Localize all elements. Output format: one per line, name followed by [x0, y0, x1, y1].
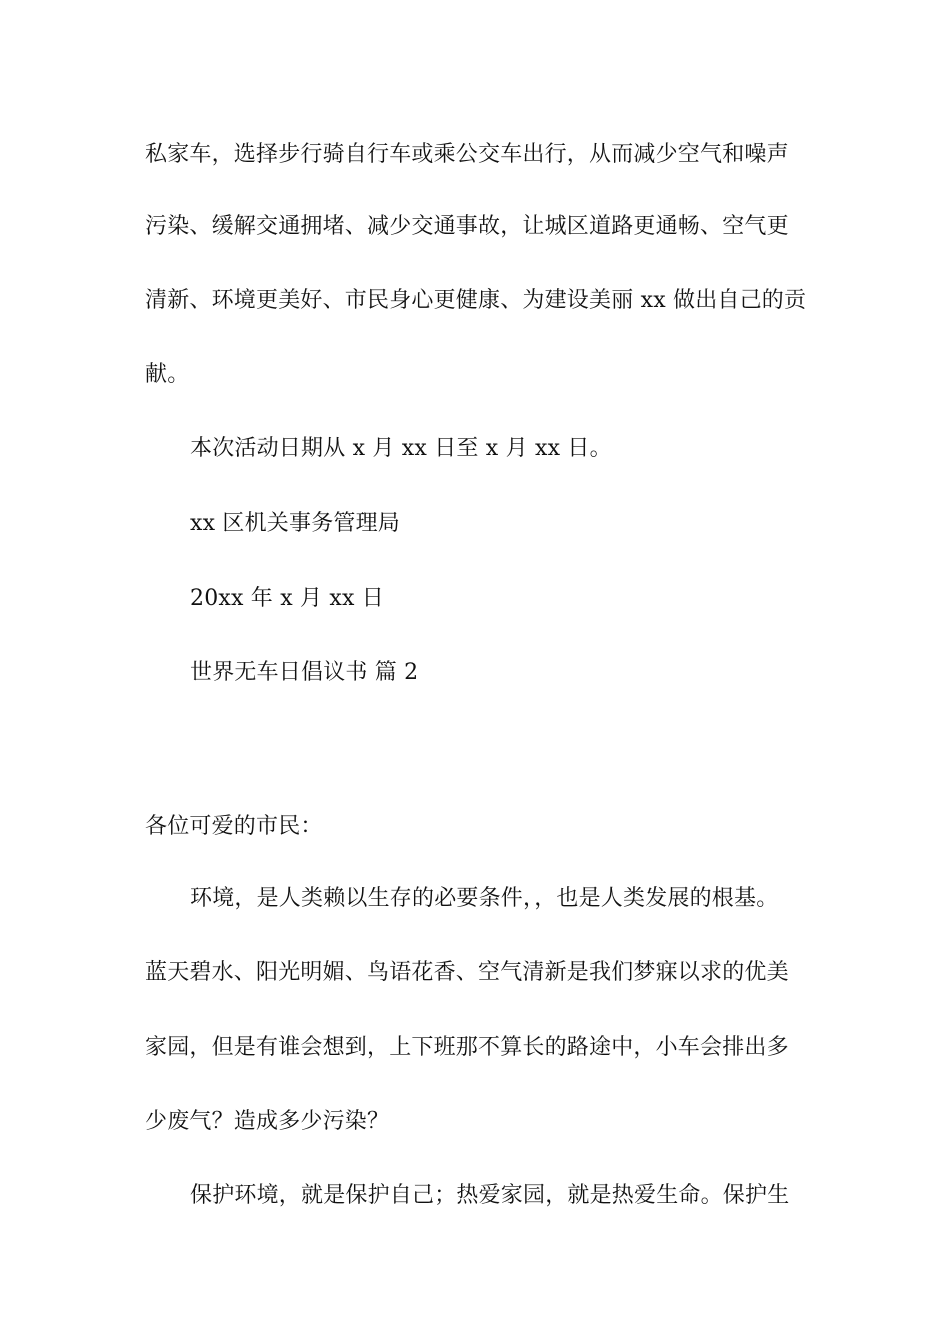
body-text-line: 蓝天碧水、阳光明媚、鸟语花香、空气清新是我们梦寐以求的优美 — [145, 960, 789, 985]
body-text-line: 环境，是人类赖以生存的必要条件，，也是人类发展的根基。 — [190, 886, 779, 911]
body-text-line: 污染、缓解交通拥堵、减少交通事故，让城区道路更通畅、空气更 — [145, 214, 789, 239]
body-text-line: 保护环境，就是保护自己；热爱家园，就是热爱生命。保护生 — [190, 1183, 790, 1208]
issuer-line: xx 区机关事务管理局 — [190, 511, 401, 536]
body-text-line: 私家车，选择步行骑自行车或乘公交车出行，从而减少空气和噪声 — [145, 142, 789, 167]
body-text-line: 清新、环境更美好、市民身心更健康、为建设美丽 xx 做出自己的贡 — [145, 288, 807, 313]
body-text-line: 家园，但是有谁会想到，上下班那不算长的路途中，小车会排出多 — [145, 1035, 789, 1060]
body-text-line: 献。 — [145, 362, 190, 387]
activity-date-line: 本次活动日期从 x 月 xx 日至 x 月 xx 日。 — [190, 436, 612, 461]
section-heading: 世界无车日倡议书 篇 2 — [190, 660, 419, 685]
salutation: 各位可爱的市民： — [145, 814, 323, 839]
date-line: 20xx 年 x 月 xx 日 — [190, 586, 384, 611]
body-text-line: 少废气？造成多少污染？ — [145, 1109, 390, 1134]
